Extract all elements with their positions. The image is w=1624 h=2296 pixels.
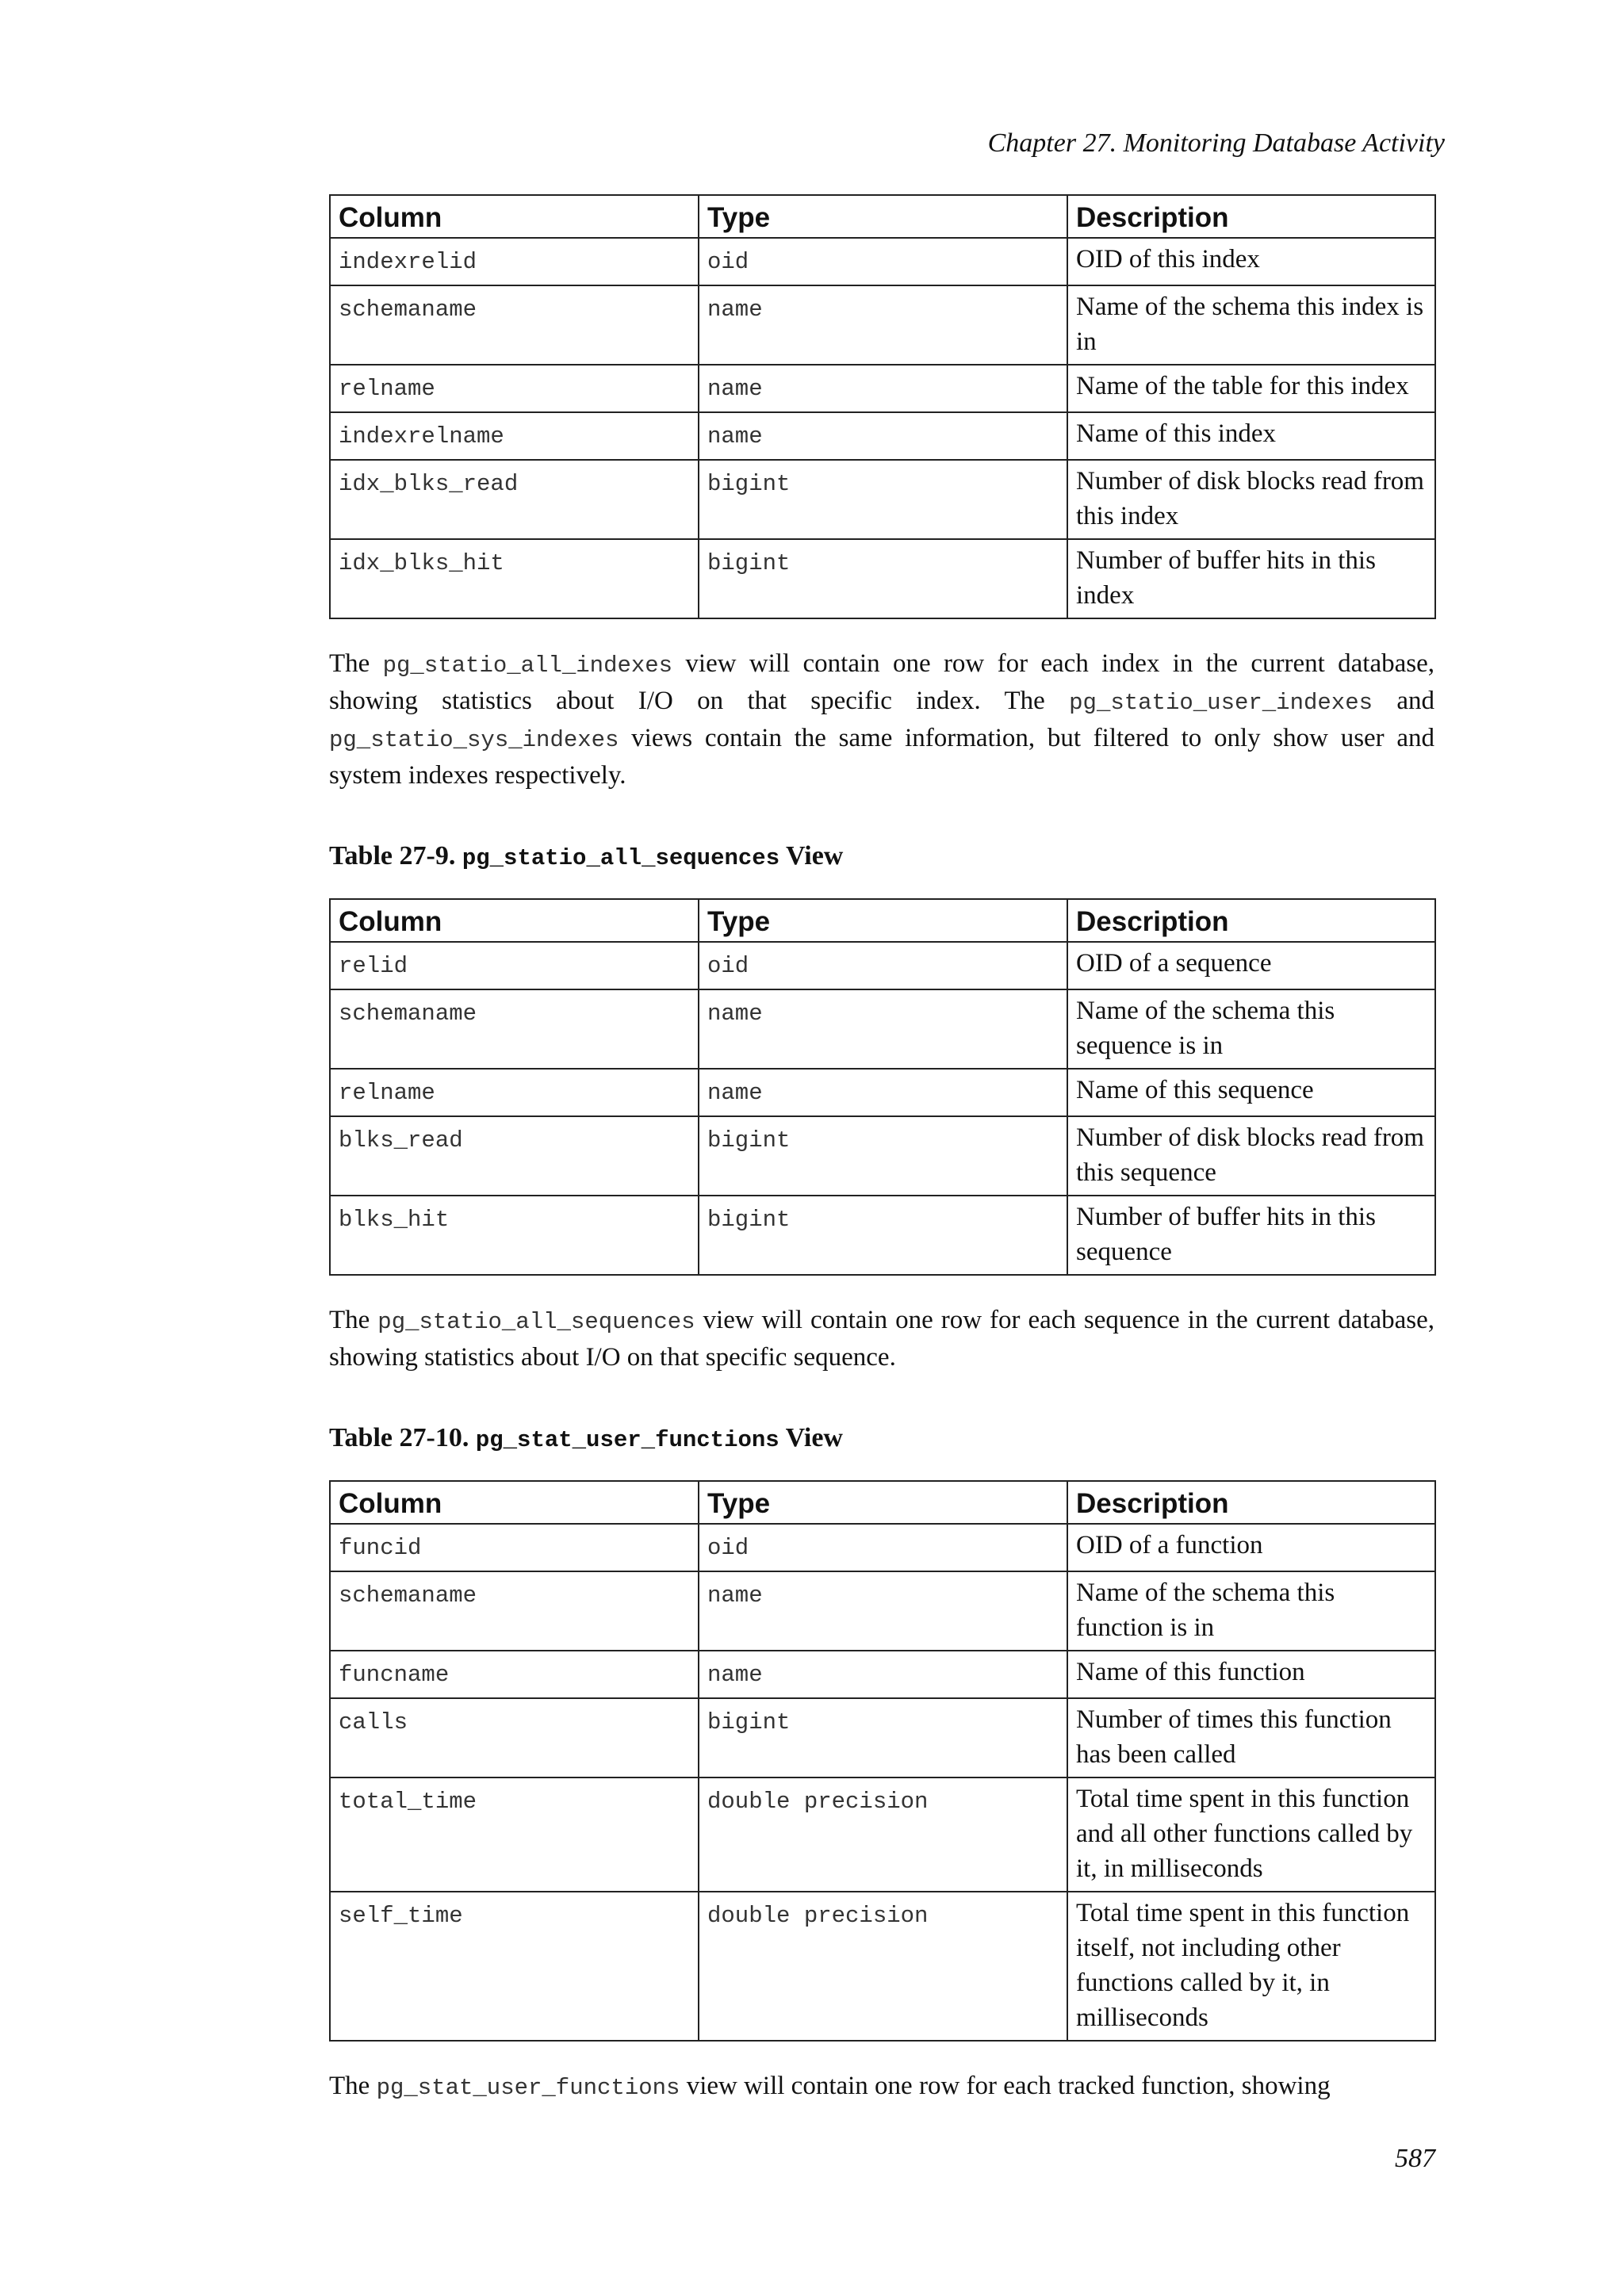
cell-column-name: funcname	[330, 1651, 699, 1698]
cell-column-name: schemaname	[330, 1571, 699, 1651]
code-term: pg_stat_user_functions	[376, 2075, 680, 2101]
cell-type: double precision	[699, 1777, 1067, 1892]
cell-type: double precision	[699, 1892, 1067, 2041]
cell-column-name: relid	[330, 942, 699, 989]
table-row	[330, 539, 1435, 618]
cell-description: OID of a function	[1067, 1524, 1435, 1571]
cell-type: bigint	[699, 1698, 1067, 1777]
cell-type: bigint	[699, 460, 1067, 539]
cell-description: Number of disk blocks read from this index	[1067, 460, 1435, 539]
cell-column-name: blks_read	[330, 1116, 699, 1196]
caption-suffix: View	[779, 841, 844, 871]
cell-column-name: schemaname	[330, 285, 699, 365]
page-number: 587	[1395, 2144, 1435, 2173]
column-header: Description	[1067, 1481, 1435, 1524]
paragraph-sequences	[329, 1303, 1434, 1376]
cell-type: oid	[699, 238, 1067, 285]
code-term: pg_statio_sys_indexes	[329, 727, 619, 753]
text: views contain the same information, but filtered to only show user and system indexes respectively.	[329, 724, 1434, 790]
text: view will contain one row for each tracked function, showing	[680, 2072, 1331, 2100]
cell-type: bigint	[699, 1196, 1067, 1275]
cell-type: name	[699, 1571, 1067, 1651]
cell-column-name: idx_blks_read	[330, 460, 699, 539]
sequence-stats-table	[329, 898, 1436, 1276]
table-header-row	[330, 1481, 1435, 1524]
table-row	[330, 1116, 1435, 1196]
cell-type: bigint	[699, 1116, 1067, 1196]
table-row	[330, 1651, 1435, 1698]
table-row	[330, 942, 1435, 989]
caption-code: pg_stat_user_functions	[475, 1427, 779, 1453]
table-caption	[329, 841, 1434, 871]
cell-column-name: indexrelid	[330, 238, 699, 285]
table-row	[330, 285, 1435, 365]
code-term: pg_statio_all_sequences	[377, 1309, 695, 1335]
cell-column-name: calls	[330, 1698, 699, 1777]
table-row	[330, 238, 1435, 285]
page-content	[329, 194, 1434, 2106]
table-row	[330, 412, 1435, 460]
column-header: Description	[1067, 195, 1435, 238]
caption-code: pg_statio_all_sequences	[462, 845, 780, 871]
table-caption	[329, 1423, 1434, 1453]
cell-description: Name of the schema this sequence is in	[1067, 989, 1435, 1069]
table-row	[330, 365, 1435, 412]
caption-suffix: View	[779, 1423, 843, 1452]
table-row	[330, 460, 1435, 539]
table-header-row	[330, 195, 1435, 238]
cell-description: Name of the table for this index	[1067, 365, 1435, 412]
column-header: Column	[330, 195, 699, 238]
cell-type: name	[699, 365, 1067, 412]
cell-description: Number of buffer hits in this sequence	[1067, 1196, 1435, 1275]
function-stats-table	[329, 1480, 1436, 2042]
cell-description: OID of a sequence	[1067, 942, 1435, 989]
cell-type: oid	[699, 1524, 1067, 1571]
cell-column-name: indexrelname	[330, 412, 699, 460]
text: view will contain one row for each sequence in the current database, showing statistics about I/O on that specific sequence.	[329, 1306, 1434, 1372]
cell-description: Name of this function	[1067, 1651, 1435, 1698]
text: view will contain one row for each index in the current database, showing statistics about I/O on that specific index. The	[329, 649, 1434, 715]
code-term: pg_statio_all_indexes	[382, 652, 673, 679]
cell-description: Name of the schema this function is in	[1067, 1571, 1435, 1651]
column-header: Type	[699, 899, 1067, 942]
table-row	[330, 1069, 1435, 1116]
cell-type: name	[699, 989, 1067, 1069]
column-header: Description	[1067, 899, 1435, 942]
cell-column-name: blks_hit	[330, 1196, 699, 1275]
cell-description: Total time spent in this function and all other functions called by it, in milliseconds	[1067, 1777, 1435, 1892]
text: The	[329, 1306, 378, 1334]
cell-description: Name of the schema this index is in	[1067, 285, 1435, 365]
cell-column-name: self_time	[330, 1892, 699, 2041]
text: The	[329, 2072, 377, 2100]
code-term: pg_statio_user_indexes	[1069, 690, 1373, 716]
paragraph-indexes	[329, 646, 1434, 794]
cell-column-name: funcid	[330, 1524, 699, 1571]
caption-prefix: Table 27-9.	[329, 841, 462, 871]
cell-column-name: idx_blks_hit	[330, 539, 699, 618]
cell-description: Number of times this function has been called	[1067, 1698, 1435, 1777]
cell-type: oid	[699, 942, 1067, 989]
table-row	[330, 1196, 1435, 1275]
cell-description: Number of buffer hits in this index	[1067, 539, 1435, 618]
cell-description: OID of this index	[1067, 238, 1435, 285]
cell-type: name	[699, 1651, 1067, 1698]
running-header: Chapter 27. Monitoring Database Activity	[987, 128, 1445, 158]
cell-description: Name of this index	[1067, 412, 1435, 460]
cell-type: name	[699, 285, 1067, 365]
cell-column-name: relname	[330, 365, 699, 412]
column-header: Column	[330, 899, 699, 942]
table-row	[330, 1571, 1435, 1651]
cell-type: name	[699, 412, 1067, 460]
cell-type: bigint	[699, 539, 1067, 618]
caption-prefix: Table 27-10.	[329, 1423, 476, 1452]
cell-description: Name of this sequence	[1067, 1069, 1435, 1116]
table-header-row	[330, 899, 1435, 942]
table-row	[330, 1524, 1435, 1571]
text: and	[1373, 687, 1434, 715]
cell-column-name: relname	[330, 1069, 699, 1116]
cell-description: Number of disk blocks read from this sequence	[1067, 1116, 1435, 1196]
table-row	[330, 1892, 1435, 2041]
table-row	[330, 1698, 1435, 1777]
cell-column-name: total_time	[330, 1777, 699, 1892]
column-header: Type	[699, 1481, 1067, 1524]
column-header: Type	[699, 195, 1067, 238]
cell-description: Total time spent in this function itself, not including other functions called by it, in milliseconds	[1067, 1892, 1435, 2041]
column-header: Column	[330, 1481, 699, 1524]
text: The	[329, 649, 383, 678]
cell-column-name: schemaname	[330, 989, 699, 1069]
index-stats-table	[329, 194, 1436, 619]
table-row	[330, 1777, 1435, 1892]
paragraph-functions	[329, 2068, 1434, 2106]
cell-type: name	[699, 1069, 1067, 1116]
table-row	[330, 989, 1435, 1069]
